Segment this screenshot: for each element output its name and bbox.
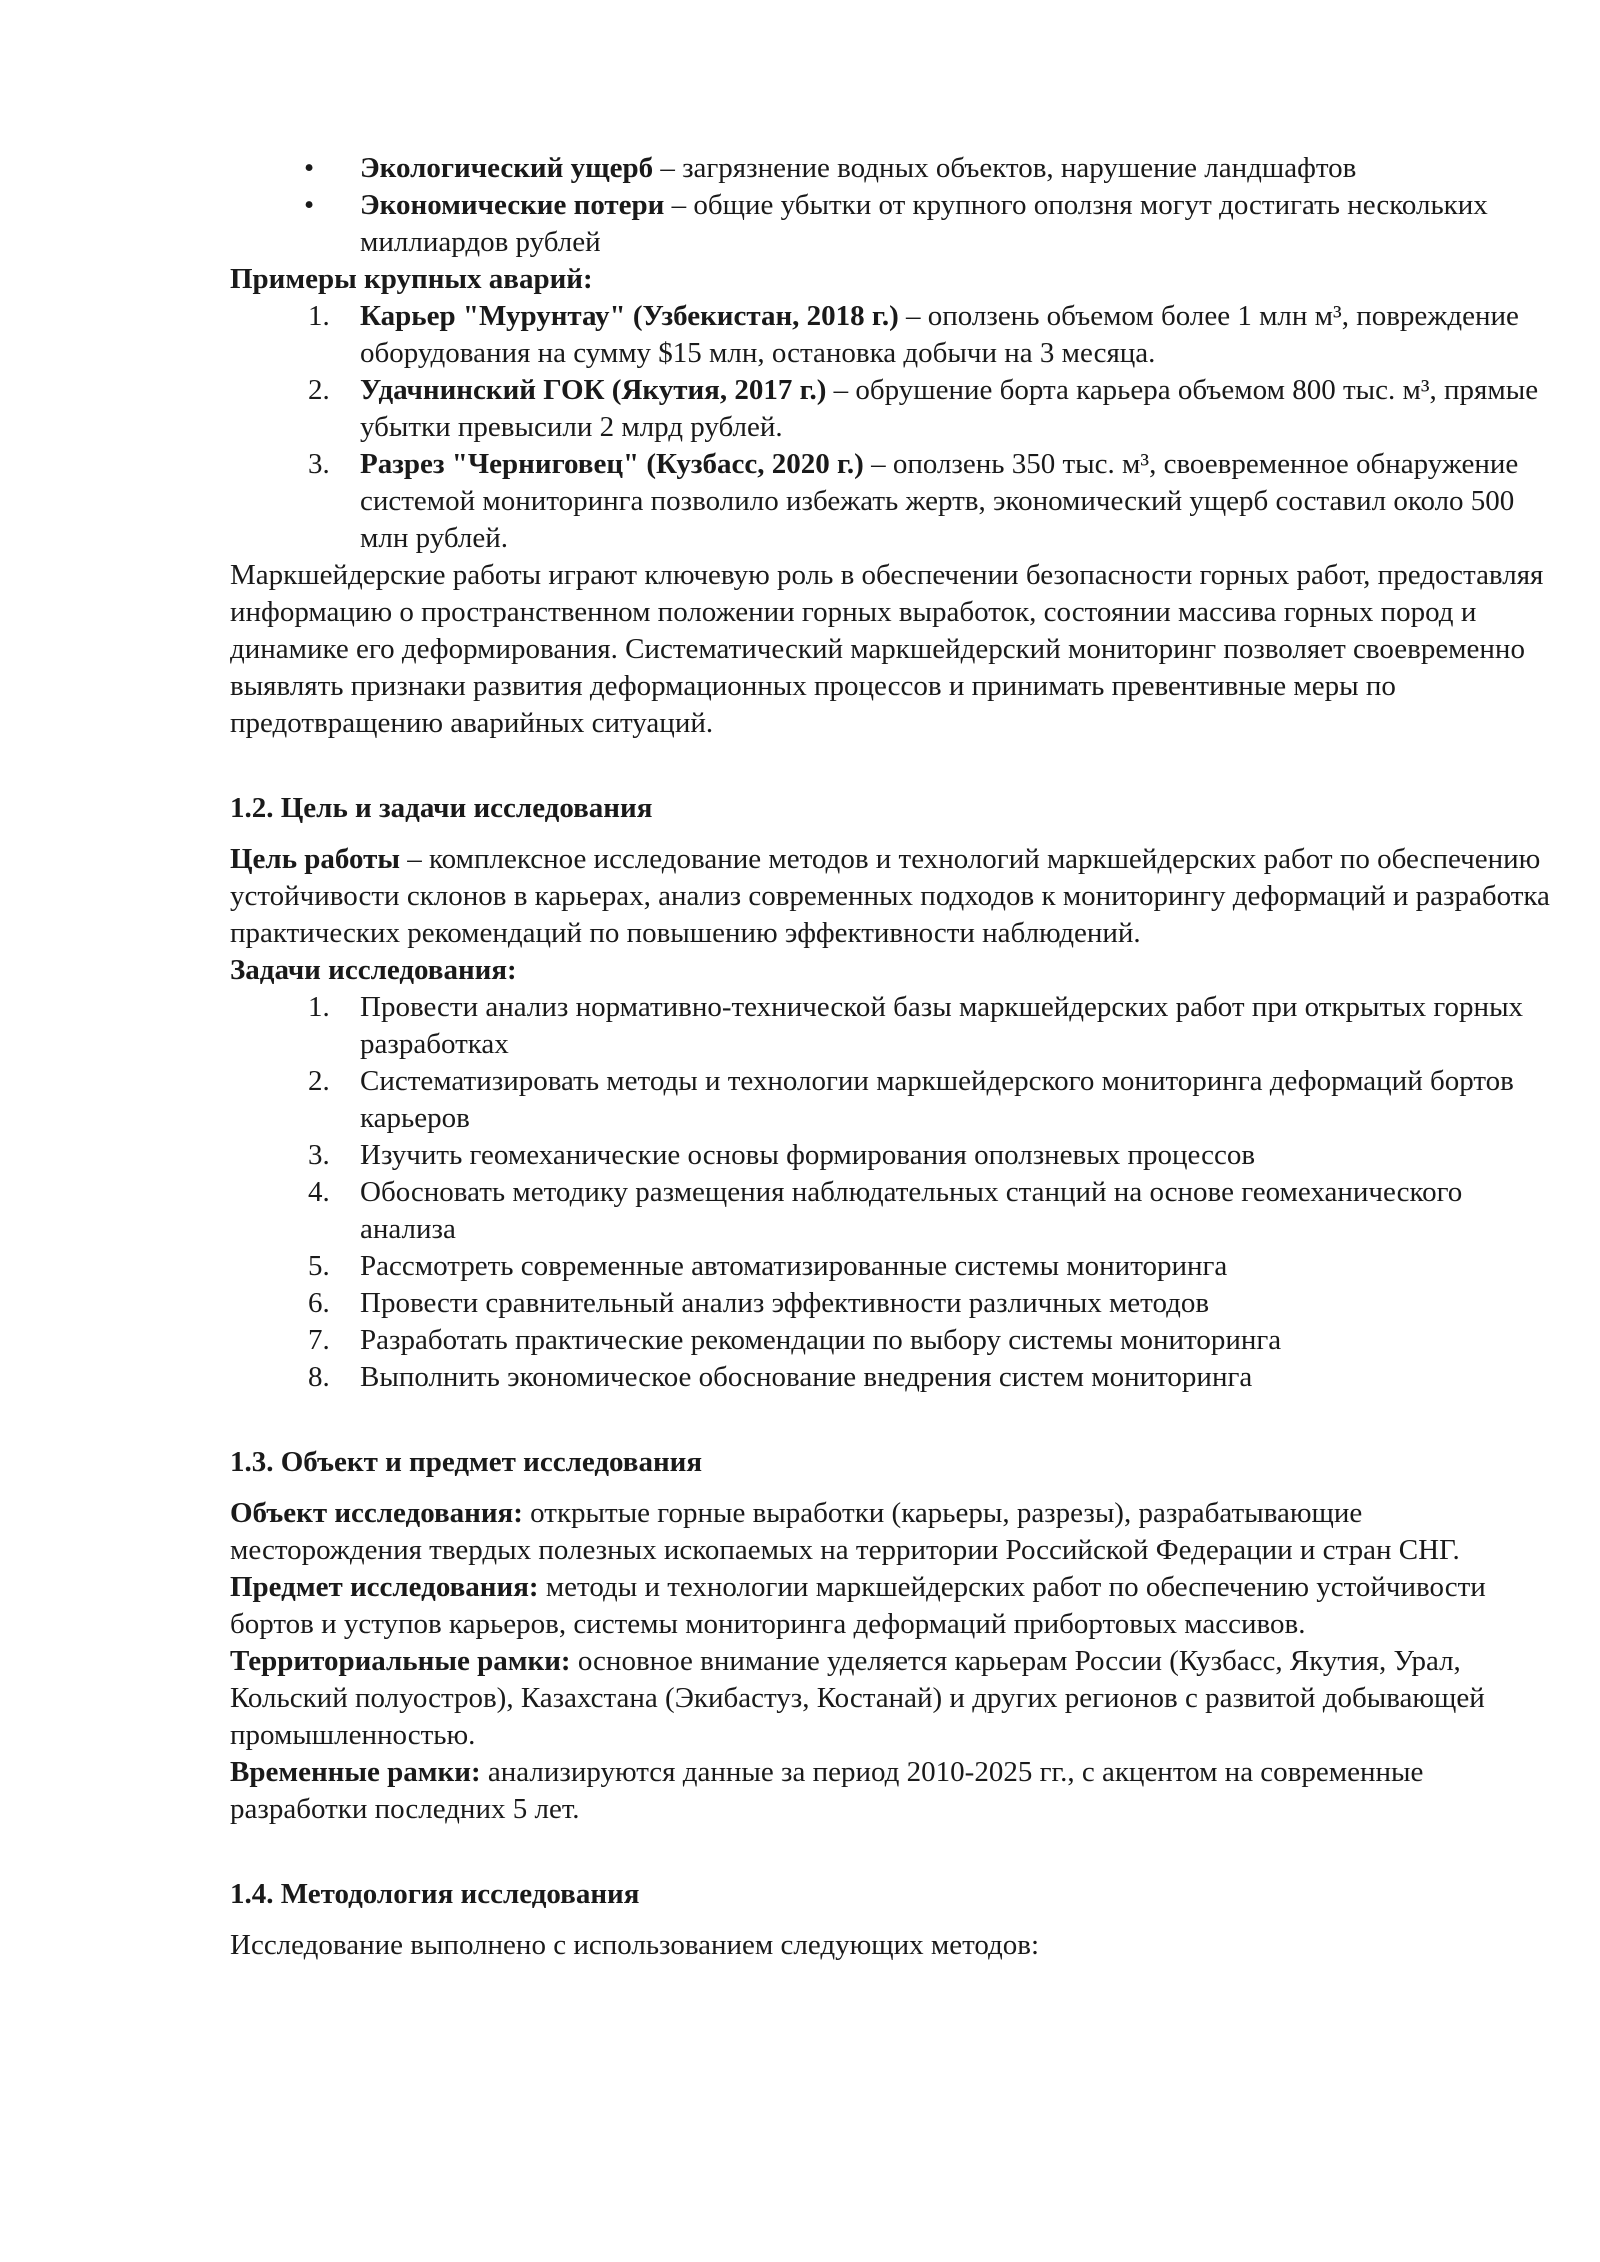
- list-item: [230, 1137, 1550, 1174]
- item-text: Провести анализ нормативно-технической базы маркшейдерских работ при открытых горных разработках: [360, 991, 1524, 1060]
- list-item: [230, 1322, 1550, 1359]
- section-title-1-3: 1.3. Объект и предмет исследования: [230, 1446, 703, 1478]
- list-item: [230, 1174, 1550, 1248]
- item-text: Выполнить экономическое обоснование внедрения систем мониторинга: [360, 1361, 1253, 1393]
- goal-text: – комплексное исследование методов и технологий маркшейдерских работ по обеспечению устойчивости склонов в карьерах, анализ современных подходов к мониторингу деформаций и разработка практических рекомендаций по повышению эффективности наблюдений.: [230, 843, 1550, 949]
- bullet-icon: •: [304, 189, 315, 221]
- examples-heading: Примеры крупных аварий:: [230, 263, 593, 295]
- item-number: 1.: [308, 991, 330, 1023]
- item-text: – общие убытки от крупного оползня могут достигать нескольких миллиардов рублей: [360, 189, 1488, 258]
- list-item: [230, 372, 1550, 446]
- item-number: 3.: [308, 1139, 330, 1171]
- list-item: [230, 150, 1550, 187]
- item-text: Рассмотреть современные автоматизированные системы мониторинга: [360, 1250, 1228, 1282]
- timeframe-paragraph: [230, 1754, 1550, 1828]
- list-item: [230, 187, 1550, 261]
- object-paragraph: [230, 1495, 1550, 1569]
- item-bold-label: Экологический ущерб: [360, 152, 654, 184]
- item-bold-label: Территориальные рамки:: [230, 1645, 571, 1677]
- item-bold-label: Временные рамки:: [230, 1756, 481, 1788]
- item-bold-label: Разрез "Черниговец" (Кузбасс, 2020 г.): [360, 448, 864, 480]
- item-bold-label: Карьер "Мурунтау" (Узбекистан, 2018 г.): [360, 300, 899, 332]
- section-title-1-2: 1.2. Цель и задачи исследования: [230, 792, 653, 824]
- tasks-list: [230, 989, 1550, 1396]
- list-item: [230, 1248, 1550, 1285]
- subject-paragraph: [230, 1569, 1550, 1643]
- bullet-icon: •: [304, 152, 315, 184]
- list-item: [230, 1285, 1550, 1322]
- item-number: 2.: [308, 374, 330, 406]
- item-number: 1.: [308, 300, 330, 332]
- territory-paragraph: [230, 1643, 1550, 1754]
- item-number: 7.: [308, 1324, 330, 1356]
- methodology-paragraph: Исследование выполнено с использованием следующих методов:: [230, 1929, 1040, 1961]
- item-number: 4.: [308, 1176, 330, 1208]
- tasks-heading: Задачи исследования:: [230, 954, 517, 986]
- intro-paragraph: Маркшейдерские работы играют ключевую роль в обеспечении безопасности горных работ, предоставляя информацию о пространственном положении горных выработок, состоянии массива горных пород и динамике его деформирования. Систематический маркшейдерский мониторинг позволяет своевременно выявлять признаки развития деформационных процессов и принимать превентивные меры по предотвращению аварийных ситуаций.: [230, 559, 1544, 739]
- item-text: Разработать практические рекомендации по выбору системы мониторинга: [360, 1324, 1282, 1356]
- item-text: Систематизировать методы и технологии маркшейдерского мониторинга деформаций бортов карьеров: [360, 1065, 1514, 1134]
- item-number: 5.: [308, 1250, 330, 1282]
- section-title-1-4: 1.4. Методология исследования: [230, 1878, 640, 1910]
- item-number: 3.: [308, 448, 330, 480]
- item-bold-label: Экономические потери: [360, 189, 665, 221]
- examples-list: [230, 298, 1550, 557]
- item-text: открытые горные выработки (карьеры, разрезы), разрабатывающие месторождения твердых полезных ископаемых на территории Российской Федерации и стран СНГ.: [230, 1497, 1460, 1566]
- item-text: анализируются данные за период 2010-2025 гг., с акцентом на современные разработки последних 5 лет.: [230, 1756, 1424, 1825]
- item-number: 8.: [308, 1361, 330, 1393]
- list-item: [230, 989, 1550, 1063]
- item-text: методы и технологии маркшейдерских работ по обеспечению устойчивости бортов и уступов карьеров, системы мониторинга деформаций прибортовых массивов.: [230, 1571, 1486, 1640]
- item-text: – загрязнение водных объектов, нарушение ландшафтов: [653, 152, 1357, 184]
- item-text: – обрушение борта карьера объемом 800 тыс. м³, прямые убытки превысили 2 млрд рублей.: [360, 374, 1539, 443]
- item-bold-label: Удачнинский ГОК (Якутия, 2017 г.): [360, 374, 827, 406]
- goal-label: Цель работы: [230, 843, 401, 875]
- item-text: – оползень 350 тыс. м³, своевременное обнаружение системой мониторинга позволило избежать жертв, экономический ущерб составил около 500 млн рублей.: [360, 448, 1519, 554]
- item-bold-label: Предмет исследования:: [230, 1571, 539, 1603]
- goal-paragraph: [230, 841, 1550, 952]
- item-text: Обосновать методику размещения наблюдательных станций на основе геомеханического анализа: [360, 1176, 1463, 1245]
- item-text: Изучить геомеханические основы формирования оползневых процессов: [360, 1139, 1256, 1171]
- list-item: [230, 1359, 1550, 1396]
- document-page: [230, 150, 1550, 1964]
- item-number: 6.: [308, 1287, 330, 1319]
- list-item: [230, 446, 1550, 557]
- list-item: [230, 1063, 1550, 1137]
- consequences-list: [230, 150, 1550, 261]
- item-number: 2.: [308, 1065, 330, 1097]
- item-text: основное внимание уделяется карьерам России (Кузбасс, Якутия, Урал, Кольский полуостров), Казахстана (Экибастуз, Костанай) и других регионов с развитой добывающей промышленностью.: [230, 1645, 1485, 1751]
- item-bold-label: Объект исследования:: [230, 1497, 523, 1529]
- list-item: [230, 298, 1550, 372]
- item-text: Провести сравнительный анализ эффективности различных методов: [360, 1287, 1210, 1319]
- item-text: – оползень объемом более 1 млн м³, повреждение оборудования на сумму $15 млн, остановка добычи на 3 месяца.: [360, 300, 1519, 369]
